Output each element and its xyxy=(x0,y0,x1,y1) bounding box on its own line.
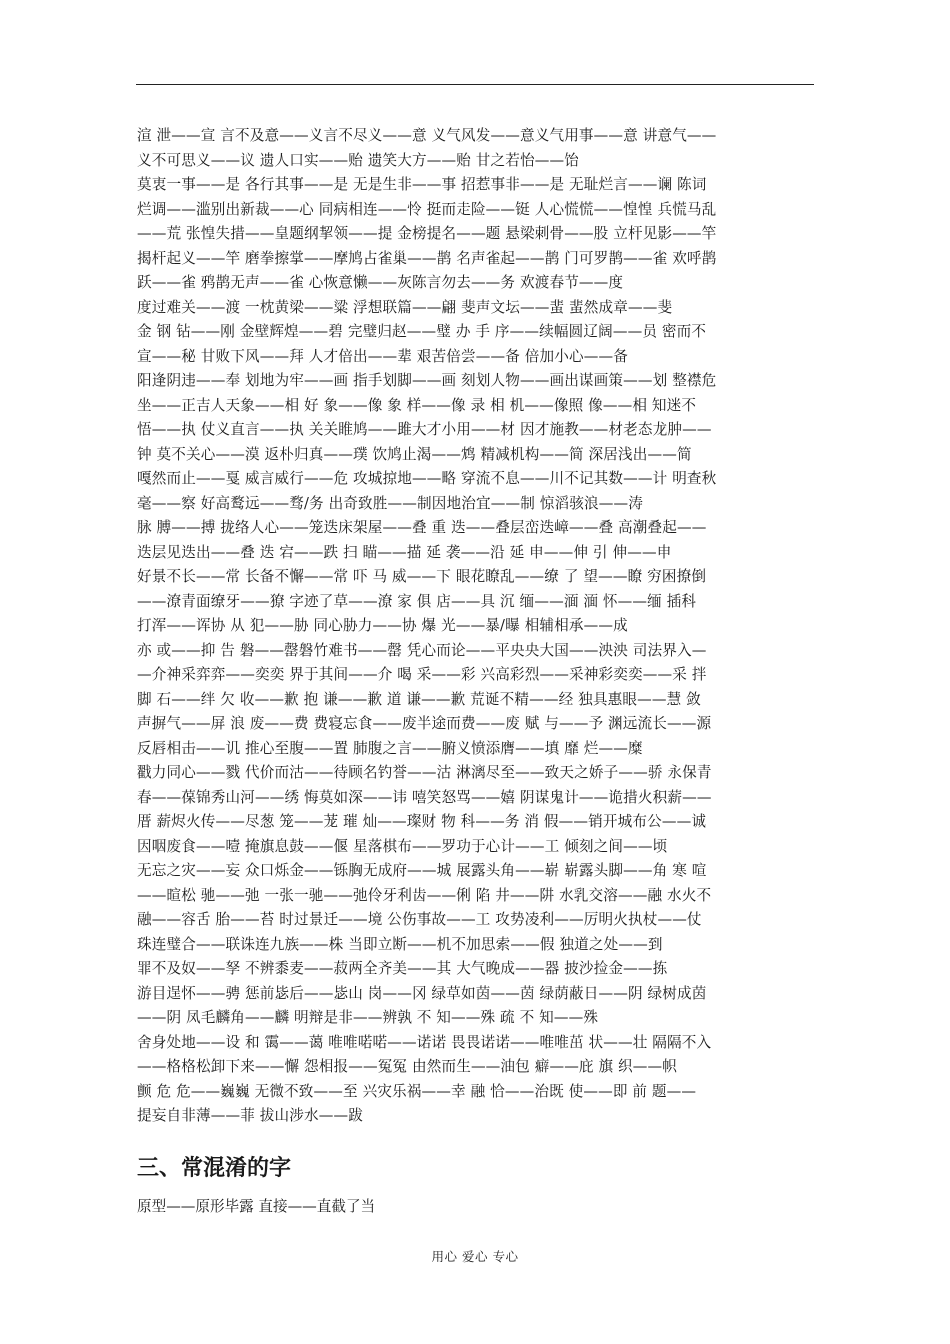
text-line: ——格格松卸下来——懈 怨相报——冤冤 由然而生——油包 癖——庇 旗 织——帜 xyxy=(137,1058,677,1075)
text-line: 宣——秘 甘败下风——拜 人才倍出——辈 艰苦倍尝——备 倍加小心——备 xyxy=(137,347,628,365)
text-line: 舍身处地——设 和 霭——蔼 唯唯喏喏——诺诺 畏畏诺诺——唯唯茁 状——壮 隔隔不入 xyxy=(137,1033,712,1051)
text-line: ——阴 凤毛麟角——麟 明辩是非——辨孰 不 知——殊 疏 不 知——殊 xyxy=(137,1009,599,1026)
page-footer: 用心 爱心 专心 xyxy=(431,1249,519,1264)
section-body-text: 原型——原形毕露 直接——直截了当 xyxy=(137,1198,376,1215)
text-line: 毫——察 好高鹜远——骛/务 出奇致胜——制因地治宜——制 惊滔骇浪——涛 xyxy=(137,494,643,512)
text-line: 好景不长——常 长备不懈——常 吓 马 威——下 眼花瞭乱——缭 了 望——瞭 穷困撩倒 xyxy=(137,568,707,585)
text-line: 因咽废食——噎 掩旗息鼓——偃 星落棋布——罗功于心计——工 倾刻之间——顷 xyxy=(137,837,668,855)
section-heading: 三、常混淆的字 xyxy=(137,1156,292,1181)
text-line: 嘎然而止——戛 威言威行——危 攻城掠地——略 穿流不息——川不记其数——计 明查秋 xyxy=(137,470,717,487)
text-line: ——潦青面缭牙——獠 字迹了草——潦 家 俱 店——具 沉 缅——湎 湎 怀——缅 插科 xyxy=(137,592,697,610)
text-line: 莫衷一事——是 各行其事——是 无是生非——事 招惹事非——是 无耻烂言——谰 陈词 xyxy=(137,176,707,193)
text-line: 声摒气——屏 浪 废——费 费寝忘食——废半途而费——废 赋 与——予 渊远流长——源 xyxy=(137,715,712,732)
text-line: ——荒 张惶失措——皇题纲挈领——提 金榜提名——题 悬梁刺骨——股 立杆见影——竿 xyxy=(137,225,717,242)
text-line: 跃——雀 鸦鹊无声——雀 心恢意懒——灰陈言勿去——务 欢渡春节——度 xyxy=(137,274,624,291)
text-line: 提妄自非薄——菲 拔山涉水——跋 xyxy=(137,1107,363,1124)
text-line: 钟 莫不关心——漠 返朴归真——璞 饮鸠止渴——鸩 精减机构——简 深居浅出——简 xyxy=(137,445,692,463)
text-line: 亦 或——抑 告 磐——罄磐竹难书——罄 凭心而论——平央央大国——泱泱 司法界入— xyxy=(137,641,707,659)
text-line: 金 钢 钻——刚 金壁辉煌——碧 完璧归赵——璧 办 手 序——续幅圆辽阔——员 密而不 xyxy=(137,323,707,340)
text-line: 义不可思义——议 遗人口实——贻 遗笑大方——贻 甘之若怡——饴 xyxy=(137,151,579,169)
text-line: 悟——执 仗义直言——执 关关睢鸠——雎大才小用——材 因才施教——材老态龙肿—— xyxy=(137,421,712,438)
text-line: 脉 膊——搏 拢络人心——笼迭床架屋——叠 重 迭——叠层峦迭嶂——叠 高潮叠起—— xyxy=(137,519,707,536)
text-line: 戳力同心——戮 代价而沽——待顾名钓誉——沽 淋漓尽至——致天之娇子——骄 永保青 xyxy=(137,764,712,781)
text-line: 揭杆起义——竿 磨拳擦掌——摩鸠占雀巢——鹊 名声雀起——鹊 门可罗鹊——雀 欢呼鹊 xyxy=(137,249,717,267)
text-line: 春——葆锦秀山河——绣 悔莫如深——讳 嘻笑怒骂——嬉 阴谋鬼计——诡措火积薪—— xyxy=(137,788,712,806)
text-line: 阳逢阴违——奉 划地为牢——画 指手划脚——画 刻划人物——画出谋画策——划 整襟危 xyxy=(137,372,717,389)
text-line: 迭层见迭出——叠 迭 宕——跌 扫 瞄——描 延 袭——沿 延 申——伸 引 伸——申 xyxy=(137,543,672,561)
text-line: 度过难关——渡 一枕黄梁——粱 浮想联篇——翩 斐声文坛——蜚 蜚然成章——斐 xyxy=(137,298,673,316)
text-line: 珠连璧合——联诛连九族——株 当即立断——机不加思索——假 独道之处——到 xyxy=(137,935,663,953)
text-line: 融——容舌 胎——苔 时过景迁——境 公伤事故——工 攻势凌利——厉明火执杖——仗 xyxy=(137,911,702,928)
header-rule xyxy=(136,84,814,85)
text-line: 脚 石——绊 欠 收——歉 抱 谦——歉 道 谦——歉 荒诞不精——经 独具惠眼——慧 敛 xyxy=(137,690,701,708)
text-line: 打浑——诨协 从 犯——胁 同心胁力——协 爆 光——暴/曝 相辅相承——成 xyxy=(137,617,628,634)
text-line: 反唇相击——讥 推心至腹——置 肺腹之言——腑义愤添膺——填 靡 烂——糜 xyxy=(137,739,643,757)
text-line: 罪不及奴——孥 不辨黍麦——菽两全齐美——其 大气晚成——器 披沙捡金——拣 xyxy=(137,960,668,977)
text-line: 烂调——滥别出新裁——心 同病相连——怜 挺而走险——铤 人心慌慌——惶惶 兵慌马乱 xyxy=(137,200,717,218)
text-line: 厝 薪烬火传——尽葱 笼——茏 璀 灿——璨财 物 科——务 消 假——销开城布公——诚 xyxy=(137,813,707,830)
text-line: 无忘之灾——妄 众口烁金——铄胸无成府——城 展露头角——崭 崭露头脚——角 寒 喧 xyxy=(137,862,707,879)
text-line: 渲 泄——宣 言不及意——义言不尽义——意 义气风发——意义气用事——意 讲意气—— xyxy=(137,127,717,144)
text-line: ——暄松 驰——弛 一张一驰——弛伶牙利齿——俐 陷 井——阱 水乳交溶——融 水火不 xyxy=(137,886,712,904)
text-line: 颤 危 危——巍巍 无微不致——至 兴灾乐祸——幸 融 恰——治既 使——即 前 题—— xyxy=(137,1082,697,1100)
text-line: 游目逞怀——骋 惩前毖后——毖山 岗——冈 绿草如茵——茵 绿荫蔽日——阴 绿树成茵 xyxy=(137,984,707,1002)
text-line: 坐——正吉人天象——相 好 象——像 象 样——像 录 相 机——像照 像——相 知迷不 xyxy=(137,396,697,414)
body-text xyxy=(137,124,813,1129)
text-line: —介神采弈弈——奕奕 界于其间——介 喝 采——彩 兴高彩烈——采神彩奕奕——采 拌 xyxy=(137,666,707,683)
